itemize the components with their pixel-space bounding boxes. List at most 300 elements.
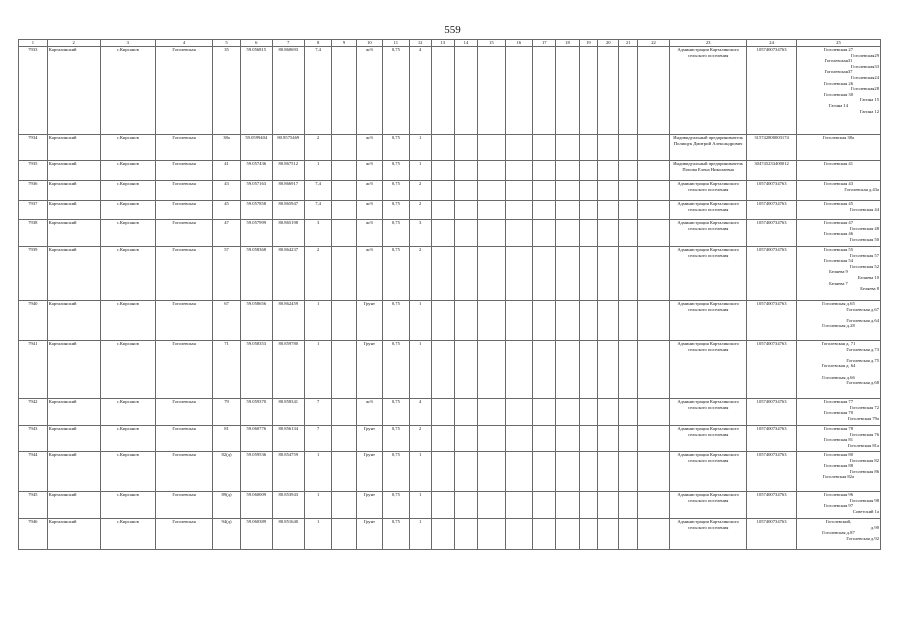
empty-cell	[505, 301, 533, 341]
empty-cell	[332, 161, 356, 181]
addresses-cell	[796, 201, 880, 220]
empty-cell	[431, 301, 454, 341]
empty-cell	[556, 47, 579, 135]
district-cell: Карталинский	[47, 519, 100, 550]
owner-cell	[670, 161, 747, 181]
empty-cell	[505, 247, 533, 301]
longitude-cell: 80.865198	[272, 220, 304, 247]
table-row	[19, 426, 881, 452]
surface-cell: ж/б	[356, 181, 382, 201]
area-cell: 7,4	[304, 181, 332, 201]
area-cell: 1	[304, 341, 332, 399]
empty-cell	[431, 201, 454, 220]
empty-cell	[556, 301, 579, 341]
address-line: д.90	[870, 524, 879, 530]
row-number: 7934	[19, 135, 48, 161]
row-number: 7938	[19, 220, 48, 247]
area-cell: 7,4	[304, 47, 332, 135]
village-cell: с.Кирсанов	[100, 47, 155, 135]
owner-name: Администрация Карталинского сельского поселения	[677, 181, 739, 192]
area-cell: 2	[304, 247, 332, 301]
empty-cell	[579, 452, 598, 492]
ogrn-cell: 1057400734763	[747, 220, 797, 247]
address-line: Гоголевская29	[851, 52, 879, 58]
owner-cell	[670, 181, 747, 201]
empty-cell	[619, 399, 638, 426]
address-line: Гагина 15	[859, 97, 879, 103]
empty-cell	[505, 426, 533, 452]
empty-cell	[478, 201, 506, 220]
empty-cell	[505, 47, 533, 135]
empty-cell	[619, 220, 638, 247]
street-cell: Гоголевская	[155, 247, 212, 301]
owner-name: Администрация Карталинского сельского поселения	[677, 426, 739, 437]
house-cell: 67	[213, 301, 241, 341]
row-number: 7936	[19, 181, 48, 201]
column-number: 6	[240, 40, 272, 47]
address-line: Гоголевская 70	[823, 410, 854, 416]
village-cell: с.Кирсанов	[100, 135, 155, 161]
column-number: 21	[619, 40, 638, 47]
street-cell: Гоголевская	[155, 301, 212, 341]
empty-cell	[478, 341, 506, 399]
house-cell: 94(д)	[213, 519, 241, 550]
longitude-cell: 80.856134	[272, 426, 304, 452]
area-cell: 7,4	[304, 201, 332, 220]
address-line: Гоголевская 79а	[847, 415, 879, 421]
address-line: Гоголевская д.43а	[844, 186, 879, 192]
empty-cell	[431, 47, 454, 135]
district-cell: Карталинский	[47, 399, 100, 426]
empty-cell	[431, 399, 454, 426]
area-cell: 1	[304, 161, 332, 181]
address-line: Беляева 9	[829, 269, 848, 275]
address-line: Гоголевская 43	[823, 181, 854, 186]
empty-cell	[431, 519, 454, 550]
longitude-cell: 80.867512	[272, 161, 304, 181]
longitude-cell: 80.866917	[272, 181, 304, 201]
count-cell: 2	[409, 201, 431, 220]
address-line: Гоголевская 82	[849, 457, 879, 463]
village-cell: с.Кирсанов	[100, 247, 155, 301]
house-cell: 82(д)	[213, 452, 241, 492]
empty-cell	[638, 220, 670, 247]
address-line: Гоголевская 44	[849, 206, 879, 212]
owner-name: Администрация Карталинского сельского поселения	[677, 519, 739, 530]
address-line: Гоголевская 78	[823, 426, 854, 431]
street-cell: Гоголевская	[155, 201, 212, 220]
column-number: 4	[155, 40, 212, 47]
village-cell: с.Кирсанов	[100, 399, 155, 426]
addresses-cell	[796, 341, 880, 399]
empty-cell	[556, 247, 579, 301]
ogrn-cell: 1057400734763	[747, 301, 797, 341]
owner-name: Администрация Карталинского сельского поселения	[677, 47, 739, 58]
table-row	[19, 301, 881, 341]
volume-cell: 0,75	[383, 161, 409, 181]
address-line: Гоголевская 76	[849, 431, 879, 437]
count-cell: 1	[409, 135, 431, 161]
empty-cell	[638, 161, 670, 181]
volume-cell: 0,75	[383, 181, 409, 201]
count-cell: 4	[409, 47, 431, 135]
column-number: 5	[213, 40, 241, 47]
ogrn-cell: 1057400734763	[747, 399, 797, 426]
empty-cell	[431, 492, 454, 519]
area-cell: 7	[304, 426, 332, 452]
address-line: Гоголевская 81	[823, 437, 854, 443]
empty-cell	[598, 201, 619, 220]
empty-cell	[431, 220, 454, 247]
area-cell: 2	[304, 135, 332, 161]
street-cell: Гоголевская	[155, 452, 212, 492]
ogrn-cell: 1057400734763	[747, 201, 797, 220]
address-line: Гоголевская 77	[823, 399, 854, 404]
ogrn-cell: 1057400734763	[747, 452, 797, 492]
empty-cell	[505, 220, 533, 247]
count-cell: 1	[409, 452, 431, 492]
empty-cell	[454, 399, 477, 426]
longitude-cell: 80.853943	[272, 492, 304, 519]
address-line: Гоголевская 88	[823, 463, 854, 469]
house-cell: 79	[213, 399, 241, 426]
empty-cell	[638, 181, 670, 201]
empty-cell	[533, 161, 556, 181]
empty-cell	[505, 492, 533, 519]
address-line: Гоголевская 48	[849, 225, 879, 231]
street-cell: Гоголевская	[155, 426, 212, 452]
address-line: Гоголевская д. 71	[821, 341, 856, 346]
empty-cell	[638, 426, 670, 452]
row-number: 7941	[19, 341, 48, 399]
empty-cell	[579, 426, 598, 452]
count-cell: 2	[409, 247, 431, 301]
empty-cell	[638, 452, 670, 492]
empty-cell	[454, 492, 477, 519]
empty-cell	[556, 181, 579, 201]
address-line: Гоголевская 80	[823, 452, 854, 457]
surface-cell: ж/б	[356, 201, 382, 220]
address-line: Гоголевская 45	[823, 201, 854, 206]
street-cell: Гоголевская	[155, 135, 212, 161]
house-cell: 57	[213, 247, 241, 301]
ogrn-cell: 1057400734763	[747, 247, 797, 301]
owner-cell	[670, 47, 747, 135]
latitude-cell: 59.058368	[240, 247, 272, 301]
count-cell: 4	[409, 399, 431, 426]
empty-cell	[454, 161, 477, 181]
surface-cell: ж/б	[356, 135, 382, 161]
row-number: 7939	[19, 247, 48, 301]
address-line: Гоголевская д. 64	[821, 363, 856, 369]
empty-cell	[619, 161, 638, 181]
empty-cell	[619, 247, 638, 301]
empty-cell	[598, 341, 619, 399]
address-line: Советский 1а	[852, 508, 879, 514]
volume-cell: 0,75	[383, 47, 409, 135]
district-cell: Карталинский	[47, 220, 100, 247]
column-number: 24	[747, 40, 797, 47]
empty-cell	[579, 220, 598, 247]
table-row	[19, 181, 881, 201]
latitude-cell: 59.057163	[240, 181, 272, 201]
house-cell: 89(д)	[213, 492, 241, 519]
surface-cell: Грунт	[356, 301, 382, 341]
empty-cell	[579, 301, 598, 341]
address-line: Гоголевская 52	[849, 263, 879, 269]
empty-cell	[533, 47, 556, 135]
column-number: 25	[796, 40, 880, 47]
address-line: Гоголевская д.64	[846, 317, 879, 323]
ogrn-cell: 315742800003174	[747, 135, 797, 161]
empty-cell	[638, 47, 670, 135]
surface-cell: ж/б	[356, 220, 382, 247]
empty-cell	[638, 492, 670, 519]
empty-cell	[556, 519, 579, 550]
empty-cell	[533, 201, 556, 220]
area-cell: 1	[304, 519, 332, 550]
empty-cell	[505, 201, 533, 220]
empty-cell	[332, 492, 356, 519]
district-cell: Карталинский	[47, 301, 100, 341]
row-number: 7944	[19, 452, 48, 492]
empty-cell	[579, 135, 598, 161]
empty-cell	[638, 201, 670, 220]
empty-cell	[598, 399, 619, 426]
village-cell: с.Кирсанов	[100, 519, 155, 550]
address-line: Гоголевская31	[824, 58, 853, 64]
address-line: Гагина 14	[828, 102, 849, 108]
empty-cell	[332, 220, 356, 247]
row-number: 7945	[19, 492, 48, 519]
address-line: Гоголевская 27	[823, 47, 854, 52]
ogrn-cell: 1057400734763	[747, 519, 797, 550]
row-number: 7933	[19, 47, 48, 135]
empty-cell	[454, 220, 477, 247]
empty-cell	[505, 161, 533, 181]
empty-cell	[598, 247, 619, 301]
empty-cell	[556, 452, 579, 492]
volume-cell: 0,75	[383, 247, 409, 301]
empty-cell	[598, 135, 619, 161]
column-number: 22	[638, 40, 670, 47]
volume-cell: 0,75	[383, 220, 409, 247]
empty-cell	[598, 220, 619, 247]
district-cell: Карталинский	[47, 201, 100, 220]
empty-cell	[619, 426, 638, 452]
empty-cell	[431, 341, 454, 399]
street-cell: Гоголевская	[155, 492, 212, 519]
address-line: Гоголевская24	[851, 74, 879, 80]
address-line: Гоголевская 38а	[822, 135, 855, 140]
address-line: Гоголевская д.68	[846, 380, 879, 386]
area-cell: 1	[304, 301, 332, 341]
address-line: Гоголевская 50	[849, 236, 879, 242]
street-cell: Гоголевская	[155, 519, 212, 550]
empty-cell	[454, 247, 477, 301]
column-number: 10	[356, 40, 382, 47]
area-cell: 7	[304, 399, 332, 426]
empty-cell	[332, 341, 356, 399]
surface-cell: ж/б	[356, 161, 382, 181]
empty-cell	[619, 519, 638, 550]
empty-cell	[619, 301, 638, 341]
table-row	[19, 341, 881, 399]
empty-cell	[332, 426, 356, 452]
district-cell: Карталинский	[47, 181, 100, 201]
empty-cell	[478, 399, 506, 426]
empty-cell	[533, 341, 556, 399]
empty-cell	[556, 220, 579, 247]
empty-cell	[332, 135, 356, 161]
address-line: Гоголевская д.65	[822, 301, 855, 306]
address-line: Гоголевская 54	[823, 258, 854, 264]
longitude-cell: 80.862459	[272, 301, 304, 341]
street-cell: Гоголевская	[155, 341, 212, 399]
count-cell: 3	[409, 220, 431, 247]
addresses-cell	[796, 220, 880, 247]
column-number: 20	[598, 40, 619, 47]
latitude-cell: 59.059536	[240, 452, 272, 492]
count-cell: 2	[409, 426, 431, 452]
column-number: 3	[100, 40, 155, 47]
empty-cell	[638, 135, 670, 161]
empty-cell	[579, 492, 598, 519]
empty-cell	[638, 301, 670, 341]
empty-cell	[332, 181, 356, 201]
addresses-cell	[796, 161, 880, 181]
empty-cell	[454, 452, 477, 492]
latitude-cell: 59.057858	[240, 201, 272, 220]
owner-cell	[670, 247, 747, 301]
empty-cell	[478, 301, 506, 341]
house-cell: 43	[213, 181, 241, 201]
owner-name: Администрация Карталинского сельского поселения	[677, 301, 739, 312]
empty-cell	[332, 47, 356, 135]
owner-name: Администрация Карталинского сельского поселения	[677, 452, 739, 463]
empty-cell	[505, 181, 533, 201]
street-cell: Гоголевская	[155, 161, 212, 181]
empty-cell	[478, 452, 506, 492]
table-row	[19, 399, 881, 426]
volume-cell: 0,75	[383, 492, 409, 519]
empty-cell	[505, 519, 533, 550]
latitude-cell: 59.0599404	[240, 135, 272, 161]
row-number: 7942	[19, 399, 48, 426]
district-cell: Карталинский	[47, 341, 100, 399]
empty-cell	[431, 426, 454, 452]
table-row	[19, 220, 881, 247]
address-line: Гоголевская 86	[849, 468, 879, 474]
area-cell: 1	[304, 492, 332, 519]
empty-cell	[556, 161, 579, 181]
empty-cell	[478, 426, 506, 452]
owner-name: Индивидуальный предприниматель Попова Елена Николаевна	[673, 161, 744, 172]
house-cell: 38а	[213, 135, 241, 161]
address-line: Гоголевская 47	[823, 220, 854, 225]
surface-cell: Грунт	[356, 519, 382, 550]
area-cell: 3	[304, 220, 332, 247]
address-line: Гоголевская д.66	[822, 374, 855, 380]
address-line: Гоголевский,	[825, 519, 852, 524]
empty-cell	[619, 201, 638, 220]
column-number: 19	[579, 40, 598, 47]
latitude-cell: 59.060389	[240, 519, 272, 550]
empty-cell	[598, 47, 619, 135]
ogrn-cell: 1057400734763	[747, 181, 797, 201]
latitude-cell: 59.060776	[240, 426, 272, 452]
column-number: 14	[454, 40, 477, 47]
address-line: Гоголевская37	[824, 69, 853, 75]
ogrn-cell: 1057400734763	[747, 426, 797, 452]
surface-cell: ж/б	[356, 47, 382, 135]
area-cell: 1	[304, 452, 332, 492]
addresses-cell	[796, 492, 880, 519]
addresses-cell	[796, 426, 880, 452]
empty-cell	[638, 519, 670, 550]
addresses-cell	[796, 181, 880, 201]
address-line: Гоголевская28	[851, 86, 879, 92]
owner-cell	[670, 519, 747, 550]
owner-name: Администрация Карталинского сельского поселения	[677, 492, 739, 503]
longitude-cell: 80.864237	[272, 247, 304, 301]
longitude-cell: 80.865947	[272, 201, 304, 220]
village-cell: с.Кирсанов	[100, 161, 155, 181]
empty-cell	[619, 492, 638, 519]
empty-cell	[619, 452, 638, 492]
empty-cell	[454, 135, 477, 161]
empty-cell	[579, 47, 598, 135]
owner-cell	[670, 341, 747, 399]
empty-cell	[556, 399, 579, 426]
empty-cell	[579, 341, 598, 399]
house-cell: 35	[213, 47, 241, 135]
empty-cell	[505, 341, 533, 399]
column-number: 13	[431, 40, 454, 47]
empty-cell	[505, 452, 533, 492]
column-number: 9	[332, 40, 356, 47]
address-line: Гоголевская 26	[823, 80, 854, 86]
address-line: Гоголевская д.28	[822, 323, 855, 329]
empty-cell	[431, 161, 454, 181]
empty-cell	[619, 181, 638, 201]
street-cell: Гоголевская	[155, 47, 212, 135]
volume-cell: 0,75	[383, 399, 409, 426]
empty-cell	[478, 519, 506, 550]
column-number: 18	[556, 40, 579, 47]
empty-cell	[454, 181, 477, 201]
empty-cell	[598, 426, 619, 452]
owner-cell	[670, 220, 747, 247]
empty-cell	[533, 399, 556, 426]
village-cell: с.Кирсанов	[100, 201, 155, 220]
addresses-cell	[796, 301, 880, 341]
addresses-cell	[796, 247, 880, 301]
house-cell: 47	[213, 220, 241, 247]
street-cell: Гоголевская	[155, 181, 212, 201]
empty-cell	[638, 341, 670, 399]
empty-cell	[556, 201, 579, 220]
volume-cell: 0,75	[383, 201, 409, 220]
registry-table	[18, 39, 881, 550]
empty-cell	[598, 492, 619, 519]
district-cell: Карталинский	[47, 452, 100, 492]
owner-name: Администрация Карталинского сельского поселения	[677, 247, 739, 258]
volume-cell: 0,75	[383, 135, 409, 161]
owner-name: Администрация Карталинского сельского поселения	[677, 220, 739, 231]
empty-cell	[332, 247, 356, 301]
empty-cell	[533, 492, 556, 519]
